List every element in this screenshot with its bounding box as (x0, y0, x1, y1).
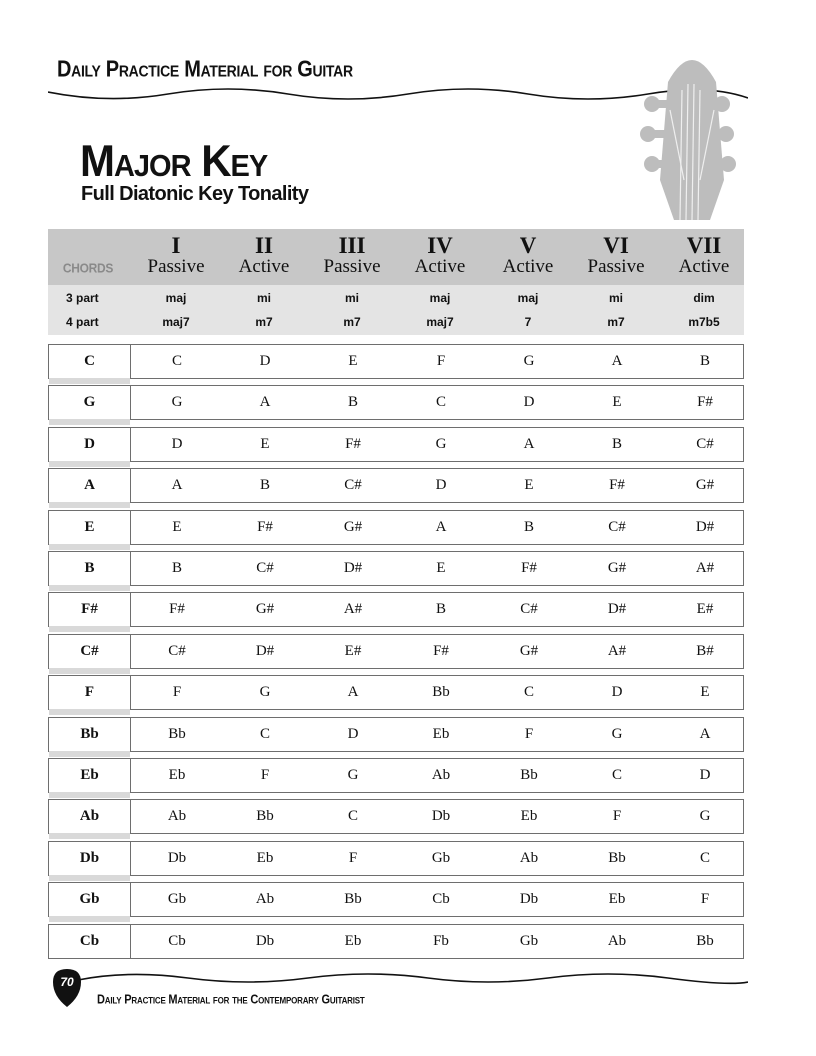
chord-cell: A (611, 353, 623, 369)
table-row (48, 675, 744, 710)
chord-cell: Bb (608, 849, 626, 866)
table-row (48, 924, 744, 959)
degree-numeral: VI (603, 233, 629, 258)
degree-four-part: 7 (524, 315, 532, 329)
chord-cell: C (611, 767, 622, 783)
row-stub (49, 502, 130, 508)
degree-four-part: m7 (255, 315, 273, 329)
row-key: Bb (80, 725, 99, 742)
row-key: C# (80, 642, 99, 659)
chord-cell: Bb (696, 932, 714, 949)
column-divider (130, 428, 131, 461)
chord-cell: B (435, 601, 446, 618)
chord-cell: Cb (168, 932, 186, 949)
row-stub (49, 378, 130, 384)
degree-three-part: maj (517, 291, 539, 305)
chord-cell: F# (433, 642, 449, 659)
bottom-wave-divider (48, 970, 748, 990)
chord-cell: Bb (344, 891, 362, 908)
chord-cell: A (699, 725, 711, 742)
degree-function: Active (414, 256, 466, 277)
chord-cell: C# (696, 435, 714, 452)
chord-cell: Ab (519, 849, 539, 866)
degree-numeral: I (171, 233, 181, 258)
degree-four-part: m7 (607, 315, 625, 329)
column-divider (130, 635, 131, 668)
chord-cell: A (259, 394, 271, 411)
chord-cell: E# (344, 642, 362, 659)
four-part-label: 4 part (66, 315, 99, 329)
chord-cell: G (611, 725, 623, 742)
chord-cell: F# (257, 518, 273, 535)
chord-cell: C# (608, 518, 626, 535)
row-stub (49, 626, 130, 632)
chord-cell: Bb (520, 767, 538, 783)
chord-cell: D (171, 435, 183, 452)
chord-cell: E (260, 435, 270, 452)
chord-cell: F# (345, 435, 361, 452)
chord-cell: D# (607, 601, 627, 618)
chord-cell: C# (520, 601, 538, 618)
degree-function: Active (238, 256, 290, 277)
chord-cell: E (172, 518, 182, 535)
table-row (48, 385, 744, 420)
chord-cell: F (348, 849, 358, 866)
chord-cell: F# (521, 560, 537, 576)
page-title: Major Key (80, 136, 268, 186)
column-divider (130, 925, 131, 958)
chord-cell: F (612, 808, 622, 825)
chord-cell: Ab (255, 891, 275, 908)
chord-cell: G# (519, 642, 539, 659)
chord-cell: Bb (256, 808, 274, 825)
chord-cell: B# (696, 642, 714, 659)
row-key: A (84, 477, 95, 494)
row-stub (49, 751, 130, 757)
page-subtitle: Full Diatonic Key Tonality (81, 183, 309, 205)
chord-cell: F (436, 353, 446, 369)
chord-cell: G (259, 684, 271, 701)
chord-cell: E# (696, 601, 714, 618)
column-divider (130, 718, 131, 751)
row-key: E (84, 518, 95, 535)
chord-cell: Gb (167, 891, 187, 908)
row-stub (49, 792, 130, 798)
chord-cell: B (259, 477, 270, 494)
book-title: Daily Practice Material for Guitar (57, 57, 353, 83)
chord-cell: D (347, 725, 359, 742)
chord-cell: A (523, 435, 535, 452)
column-divider (130, 883, 131, 916)
chord-cell: A (435, 518, 447, 535)
table-row (48, 717, 744, 752)
degree-function: Active (678, 256, 730, 277)
chord-cell: Eb (520, 808, 538, 825)
chord-cell: E (524, 477, 534, 494)
chord-cell: G# (255, 601, 275, 618)
chord-cell: Db (255, 932, 275, 949)
degree-function: Passive (587, 256, 645, 277)
table-row (48, 799, 744, 834)
degree-four-part: m7 (343, 315, 361, 329)
table-row (48, 634, 744, 669)
chord-cell: Gb (519, 932, 539, 949)
chord-cell: C (699, 849, 710, 866)
chord-cell: E (612, 394, 622, 411)
chord-cell: F (260, 767, 270, 783)
column-divider (130, 593, 131, 626)
chord-cell: B (611, 435, 622, 452)
chord-cell: F (524, 725, 534, 742)
chord-cell: A (347, 684, 359, 701)
chord-cell: C (171, 353, 182, 369)
column-divider (130, 469, 131, 502)
row-stub (49, 585, 130, 591)
chord-cell: G# (343, 518, 363, 535)
row-key: B (84, 560, 95, 576)
row-stub (49, 419, 130, 425)
chord-cell: Eb (168, 767, 186, 783)
degree-numeral: VII (686, 233, 722, 258)
chord-cell: F# (609, 477, 625, 494)
chord-cell: D (523, 394, 535, 411)
chord-cell: G# (695, 477, 715, 494)
chord-cell: G (347, 767, 359, 783)
chord-cell: B (347, 394, 358, 411)
chord-cell: A (171, 477, 183, 494)
row-stub (49, 709, 130, 715)
chord-cell: G# (607, 560, 627, 576)
row-stub (49, 461, 130, 467)
chord-cell: Ab (431, 767, 451, 783)
chord-cell: F (172, 684, 182, 701)
degree-three-part: dim (693, 291, 715, 305)
degree-function: Active (502, 256, 554, 277)
row-stub (49, 875, 130, 881)
table-row (48, 344, 744, 379)
chord-cell: C# (344, 477, 362, 494)
chord-cell: D (435, 477, 447, 494)
column-divider (130, 345, 131, 378)
chord-cell: A# (343, 601, 363, 618)
page-number: 70 (60, 975, 74, 989)
row-key: F (84, 684, 95, 701)
chord-cell: B (523, 518, 534, 535)
row-key: F# (81, 601, 98, 618)
chord-cell: Db (519, 891, 539, 908)
degree-three-part: maj (165, 291, 187, 305)
chord-cell: F# (169, 601, 185, 618)
column-divider (130, 759, 131, 792)
chord-cell: Ab (167, 808, 187, 825)
row-key: Eb (80, 767, 99, 783)
chord-cell: C (347, 808, 358, 825)
table-row (48, 510, 744, 545)
row-stub (49, 916, 130, 922)
chord-cell: D (259, 353, 271, 369)
chord-cell: D (699, 767, 711, 783)
chord-cell: C# (168, 642, 186, 659)
chord-cell: G (523, 353, 535, 369)
row-key: Gb (79, 891, 100, 908)
column-divider (130, 800, 131, 833)
chord-cell: Eb (344, 932, 362, 949)
degree-four-part: maj7 (426, 315, 454, 329)
column-divider (130, 386, 131, 419)
column-divider (130, 552, 131, 585)
table-row (48, 758, 744, 793)
chord-cell: Db (431, 808, 451, 825)
chord-cell: Bb (168, 725, 186, 742)
degree-numeral: II (255, 233, 273, 258)
chord-cell: Gb (431, 849, 451, 866)
chord-cell: Eb (432, 725, 450, 742)
degree-numeral: III (338, 233, 366, 258)
chord-cell: D# (695, 518, 715, 535)
chord-cell: G (435, 435, 447, 452)
degree-four-part: m7b5 (688, 315, 720, 329)
column-divider (130, 842, 131, 875)
chord-cell: Eb (256, 849, 274, 866)
chord-cell: Cb (432, 891, 450, 908)
chord-cell: C (523, 684, 534, 701)
table-row (48, 427, 744, 462)
chord-cell: B (699, 353, 710, 369)
chord-cell: E (348, 353, 358, 369)
table-row (48, 882, 744, 917)
chord-cell: Fb (433, 932, 449, 949)
row-key: G (83, 394, 96, 411)
column-divider (130, 511, 131, 544)
chord-cell: B (171, 560, 182, 576)
chord-cell: C# (256, 560, 274, 576)
table-row (48, 468, 744, 503)
row-stub (49, 833, 130, 839)
chord-cell: E (436, 560, 446, 576)
footer-text: Daily Practice Material for the Contemporary Guitarist (97, 993, 365, 1007)
guitar-headstock-icon (640, 60, 740, 222)
chord-cell: Db (167, 849, 187, 866)
chord-cell: G (171, 394, 183, 411)
degree-function: Passive (147, 256, 205, 277)
row-key: D (84, 435, 95, 452)
degree-three-part: mi (608, 291, 623, 305)
table-row (48, 551, 744, 586)
degree-three-part: maj (429, 291, 451, 305)
degree-function: Passive (323, 256, 381, 277)
chord-cell: A# (695, 560, 715, 576)
degree-numeral: IV (427, 233, 453, 258)
row-key: Ab (79, 808, 100, 825)
chord-cell: C (435, 394, 446, 411)
degree-numeral: V (519, 233, 537, 258)
row-stub (49, 544, 130, 550)
row-key: Db (79, 849, 100, 866)
chord-cell: Ab (607, 932, 627, 949)
chord-cell: D# (343, 560, 363, 576)
row-stub (49, 668, 130, 674)
chord-cell: E (700, 684, 710, 701)
chord-cell: D# (255, 642, 275, 659)
table-row (48, 592, 744, 627)
chord-cell: Bb (432, 684, 450, 701)
chord-cell: F (700, 891, 710, 908)
chord-cell: A# (607, 642, 627, 659)
three-part-label: 3 part (66, 291, 99, 305)
chord-cell: F# (697, 394, 713, 411)
degree-four-part: maj7 (162, 315, 190, 329)
chords-label: CHORDS (62, 260, 114, 276)
chord-cell: G (699, 808, 711, 825)
degree-three-part: mi (256, 291, 271, 305)
chord-cell: C (259, 725, 270, 742)
row-key: C (84, 353, 95, 369)
table-row (48, 841, 744, 876)
degree-three-part: mi (344, 291, 359, 305)
chord-cell: Eb (608, 891, 626, 908)
column-divider (130, 676, 131, 709)
chord-cell: D (611, 684, 623, 701)
row-key: Cb (79, 932, 100, 949)
